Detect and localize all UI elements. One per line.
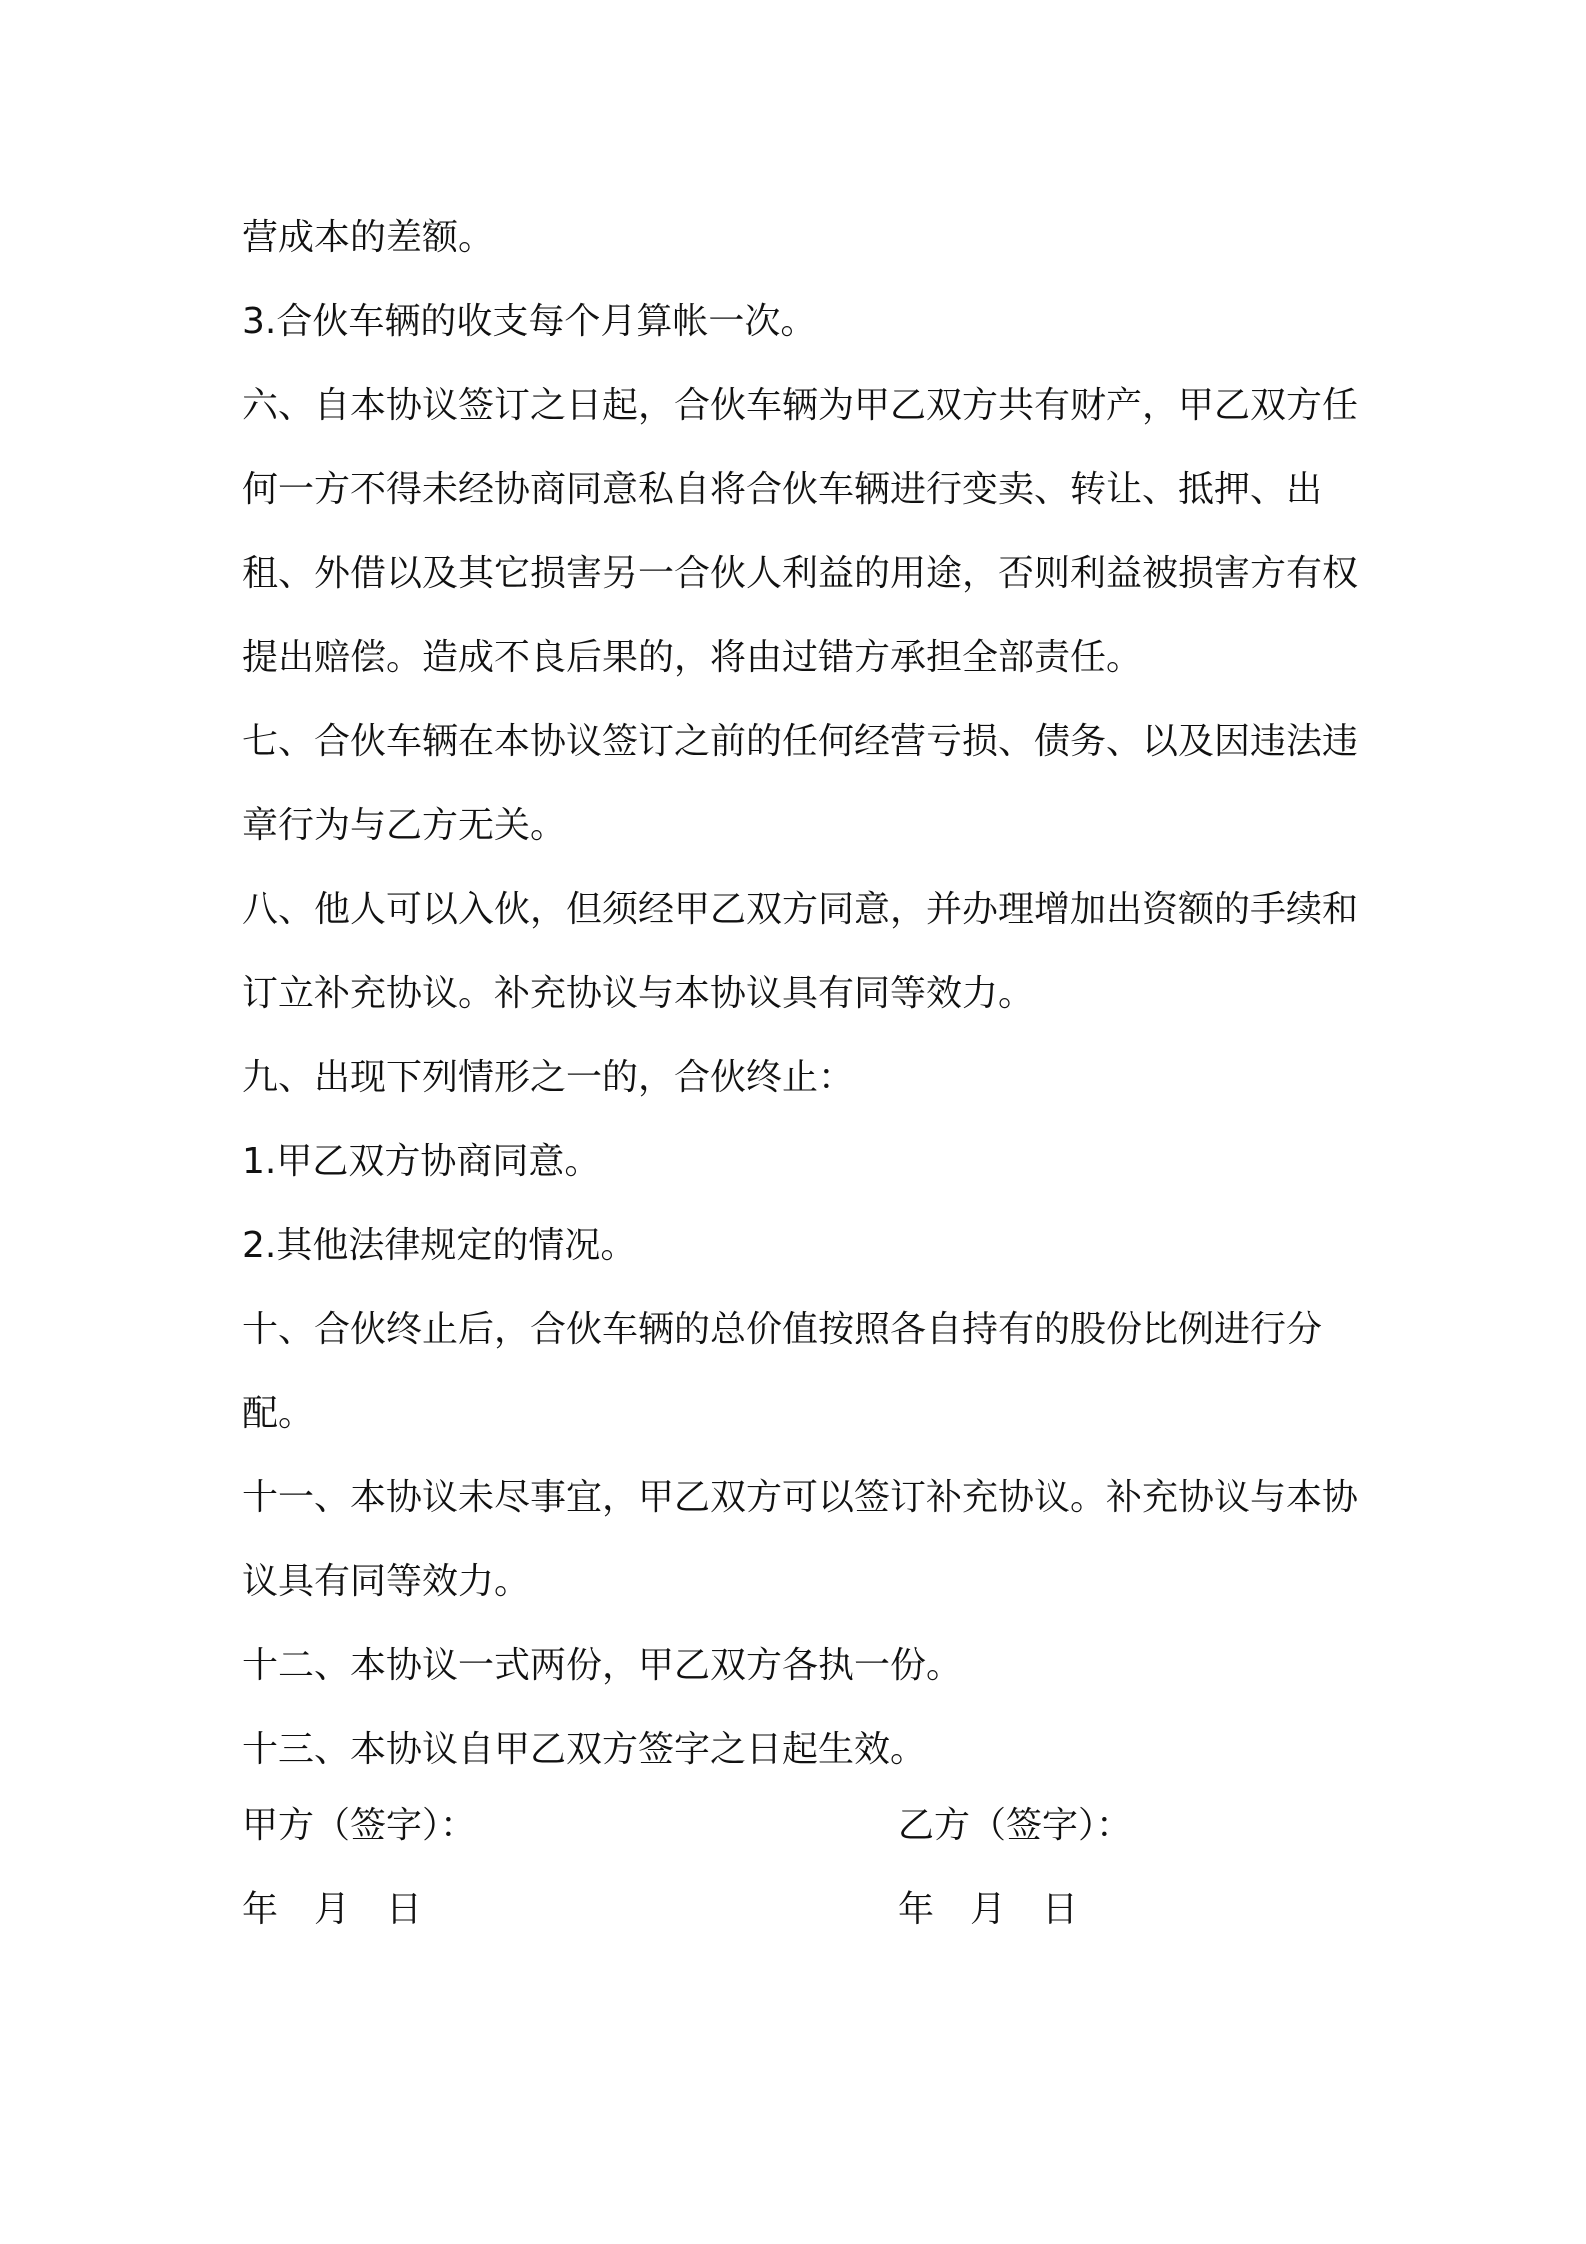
paragraph-clause-11: 十一、本协议未尽事宜，甲乙双方可以签订补充协议。补充协议与本协议具有同等效力。 <box>242 1477 1359 1602</box>
paragraph-clause-7: 七、合伙车辆在本协议签订之前的任何经营亏损、债务、以及因违法违章行为与乙方无关。 <box>242 721 1359 846</box>
paragraph-clause-12: 十二、本协议一式两份，甲乙双方各执一份。 <box>242 1645 963 1686</box>
paragraph-clause-9: 九、出现下列情形之一的，合伙终止： <box>242 1057 855 1098</box>
agreement-body <box>242 196 1362 1792</box>
paragraph-clause-6: 六、自本协议签订之日起，合伙车辆为甲乙双方共有财产，甲乙双方任何一方不得未经协商同意私自将合伙车辆进行变卖、转让、抵押、出租、外借以及其它损害另一合伙人利益的用途，否则利益被损害方有权提出赔偿。造成不良后果的，将由过错方承担全部责任。 <box>242 385 1359 678</box>
party-b-date: 年 月 日 <box>898 1889 1079 1930</box>
paragraph-clause-10: 十、合伙终止后，合伙车辆的总价值按照各自持有的股份比例进行分配。 <box>242 1309 1323 1434</box>
paragraph-clause-9-item-1: 1.甲乙双方协商同意。 <box>242 1141 601 1182</box>
paragraph-clause-13: 十三、本协议自甲乙双方签字之日起生效。 <box>242 1729 927 1770</box>
paragraph-operating-cost-tail: 营成本的差额。 <box>242 217 495 258</box>
date-row <box>242 1868 1362 1952</box>
signature-row <box>242 1784 1362 1868</box>
paragraph-clause-9-item-2: 2.其他法律规定的情况。 <box>242 1225 637 1266</box>
party-a-date: 年 月 日 <box>242 1889 423 1930</box>
paragraph-clause-8: 八、他人可以入伙，但须经甲乙双方同意，并办理增加出资额的手续和订立补充协议。补充协议与本协议具有同等效力。 <box>242 889 1359 1014</box>
paragraph-monthly-settlement: 3.合伙车辆的收支每个月算帐一次。 <box>242 301 817 342</box>
party-b-signature-label: 乙方（签字）： <box>898 1805 1133 1846</box>
party-a-signature-label: 甲方（签字）： <box>242 1805 477 1846</box>
